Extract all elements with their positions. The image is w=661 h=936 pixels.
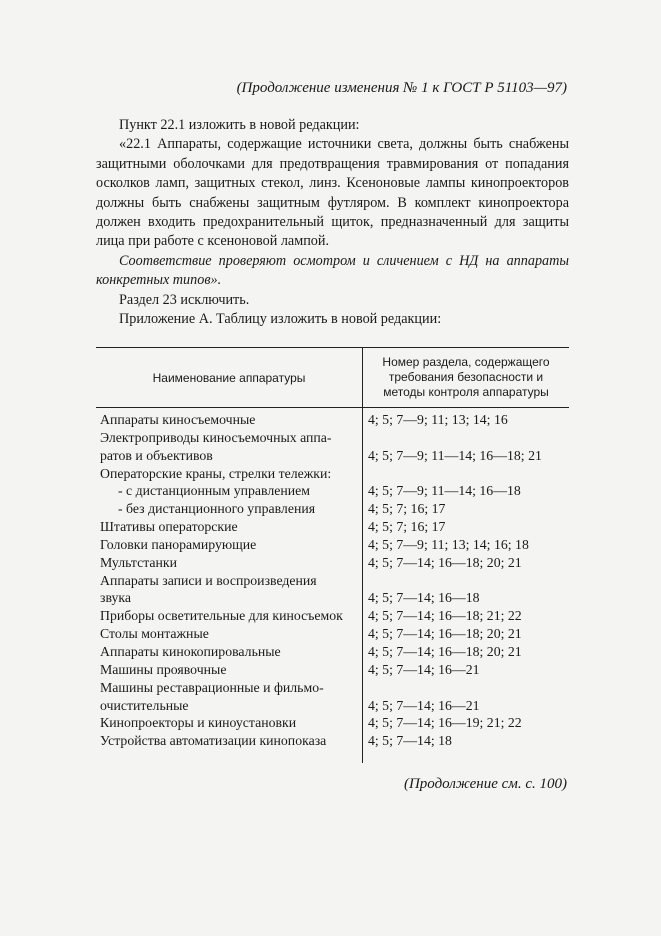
column-header-sections: Номер раздела, содержащего требования безопасности и методы контроля аппаратуры <box>382 355 550 399</box>
equipment-name: Операторские краны, стрелки тележки: <box>100 465 332 481</box>
table-row <box>96 732 569 750</box>
equipment-name: Машины проявочные <box>100 661 227 677</box>
equipment-name: Столы монтажные <box>100 626 209 642</box>
equipment-name: Устройства автоматизации кинопоказа <box>100 733 327 749</box>
section-refs: 4; 5; 7; 16; 17 <box>368 501 446 517</box>
table-row <box>96 572 569 590</box>
section-refs: 4; 5; 7—14; 16—21 <box>368 697 480 713</box>
paragraph-appendix-a: Приложение А. Таблицу изложить в новой редакции: <box>119 311 442 328</box>
section-refs: 4; 5; 7—14; 16—18; 20; 21 <box>368 554 522 570</box>
equipment-name: - без дистанционного управления <box>118 501 316 517</box>
equipment-name: Приборы осветительные для киносъемок <box>100 608 343 624</box>
table-row <box>96 607 569 625</box>
equipment-name: Штативы операторские <box>100 519 238 535</box>
section-refs: 4; 5; 7—14; 16—19; 21; 22 <box>368 715 522 731</box>
table-row <box>96 589 569 607</box>
table-body <box>96 408 569 763</box>
section-refs: 4; 5; 7—9; 11; 13; 14; 16 <box>368 412 508 427</box>
table-row <box>96 411 569 429</box>
body-text <box>96 116 569 329</box>
table-row <box>96 697 569 715</box>
section-refs: 4; 5; 7—14; 18 <box>368 733 452 749</box>
table-row <box>96 465 569 483</box>
equipment-name: Электроприводы киносъемочных аппа- <box>100 429 332 445</box>
equipment-name: Машины реставрационные и фильмо- <box>100 679 324 695</box>
table-row <box>96 679 569 697</box>
equipment-table <box>96 347 569 763</box>
equipment-name: Аппараты кинокопировальные <box>100 643 281 659</box>
equipment-name: Мультстанки <box>100 554 177 570</box>
section-refs: 4; 5; 7—9; 11; 13; 14; 16; 18 <box>368 536 529 552</box>
paragraph-clause-22-1: «22.1 Аппараты, содержащие источники света, должны быть снабжены защитными оболочками для предотвращения травмирования от попадания осколков ламп, защитных стекол, линз. Ксеноновые лампы кинопроекторов должны быть снабжены защитным футляром. В комплект кинопроектора должен входить предохранительный щиток, предназначенный для защиты лица при работе с ксеноновой лампой. <box>96 136 569 250</box>
paragraph-instruction-22-1: Пункт 22.1 изложить в новой редакции: <box>119 117 360 133</box>
column-header-name: Наименование аппаратуры <box>96 348 363 407</box>
equipment-name: ратов и объективов <box>100 447 213 463</box>
paragraph-verification: Соответствие проверяют осмотром и сличением с НД на аппараты конкретных типов». <box>96 252 569 289</box>
table-row <box>96 643 569 661</box>
equipment-name: Головки панорамирующие <box>100 536 257 552</box>
section-refs: 4; 5; 7—14; 16—18; 21; 22 <box>368 608 522 624</box>
table-row <box>96 714 569 732</box>
table-row <box>96 625 569 643</box>
section-refs <box>362 465 569 483</box>
section-refs: 4; 5; 7; 16; 17 <box>368 519 446 535</box>
equipment-name: звука <box>100 590 132 606</box>
table-row <box>96 429 569 447</box>
section-refs: 4; 5; 7—14; 16—18; 20; 21 <box>368 626 522 642</box>
table-row <box>96 536 569 554</box>
section-refs: 4; 5; 7—14; 16—21 <box>368 661 480 677</box>
section-refs: 4; 5; 7—9; 11—14; 16—18 <box>368 483 521 499</box>
table-row <box>96 500 569 518</box>
table-row <box>96 661 569 679</box>
table-row <box>96 518 569 536</box>
equipment-name: - с дистанционным управлением <box>118 483 310 499</box>
section-refs: 4; 5; 7—14; 16—18; 20; 21 <box>368 643 522 659</box>
table-header <box>96 348 569 408</box>
equipment-name: Аппараты записи и воспроизведения <box>100 572 317 588</box>
section-refs <box>362 679 569 697</box>
equipment-name: Аппараты киносъемочные <box>100 412 256 427</box>
equipment-name: очистительные <box>100 697 189 713</box>
section-refs: 4; 5; 7—14; 16—18 <box>368 590 480 606</box>
table-row <box>96 447 569 465</box>
paragraph-section-23: Раздел 23 исключить. <box>119 291 250 308</box>
section-refs <box>362 429 569 447</box>
section-refs: 4; 5; 7—9; 11—14; 16—18; 21 <box>368 447 542 463</box>
running-footer: (Продолжение см. с. 100) <box>403 776 567 792</box>
section-refs <box>362 572 569 590</box>
table-row <box>96 482 569 500</box>
equipment-name: Кинопроекторы и киноустановки <box>100 715 297 731</box>
running-header: (Продолжение изменения № 1 к ГОСТ Р 51103—97) <box>236 80 567 96</box>
table-row <box>96 554 569 572</box>
